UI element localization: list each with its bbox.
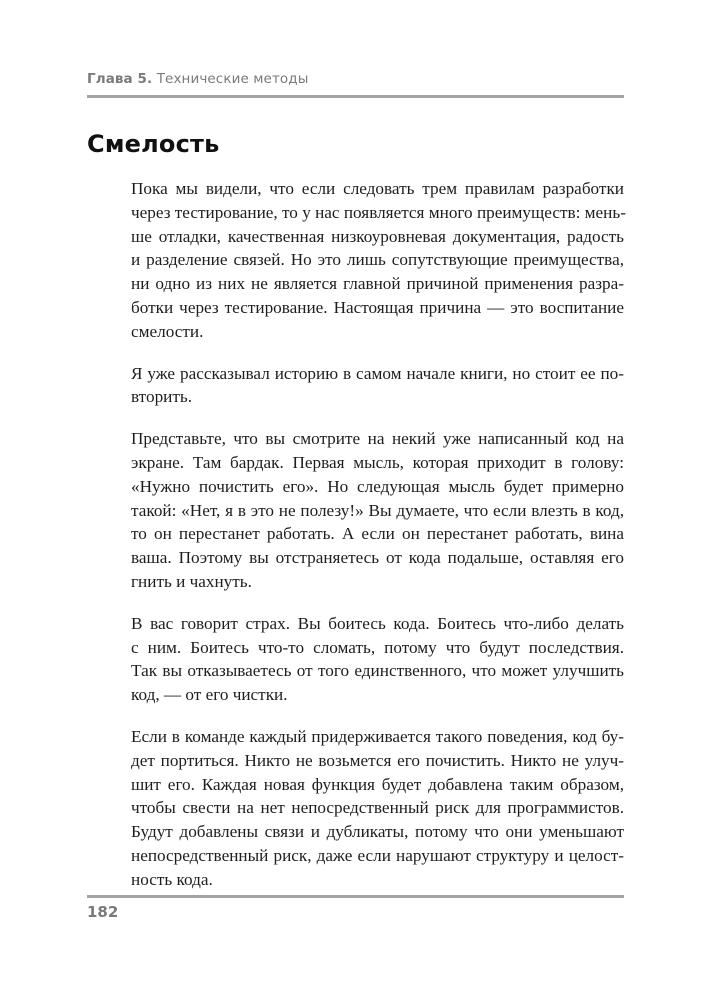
running-header [87, 71, 308, 87]
text-line: код, — от его чистки. [131, 685, 288, 705]
text-line: и разделение связей. Но это лишь сопутствующие преимущества, [131, 250, 624, 270]
chapter-title: Технические методы [156, 71, 309, 87]
paragraph [131, 177, 624, 344]
text-line: В вас говорит страх. Вы боитесь кода. Боитесь что-либо делать [131, 613, 624, 633]
text-line: гнить и чахнуть. [131, 571, 252, 591]
paragraph [131, 725, 624, 892]
text-line: смелости. [131, 321, 204, 341]
text-line: такой: «Нет, я в это не полезу!» Вы думаете, что если влезть в код, [131, 500, 624, 520]
text-line: ваша. Поэтому вы отстраняетесь от кода подальше, оставляя его [131, 548, 624, 568]
text-line: ботки через тестирование. Настоящая причина — это воспитание [131, 297, 624, 317]
footer-rule [87, 895, 624, 898]
text-line: чтобы свести на нет непосредственный риск для программистов. [131, 798, 624, 818]
text-line: через тестирование, то у нас появляется много преимуществ: мень- [131, 202, 626, 222]
text-line: вторить. [131, 387, 193, 407]
text-line: Я уже рассказывал историю в самом начале книги, но стоит ее по- [131, 363, 624, 383]
text-line: Так вы отказываетесь от того единственного, что может улучшить [131, 661, 624, 681]
text-line: с ним. Боитесь что-то сломать, потому что будут последствия. [131, 637, 624, 657]
text-line: шит его. Каждая новая функция будет добавлена таким образом, [131, 774, 624, 794]
page-number: 182 [87, 903, 119, 921]
text-line: Пока мы видели, что если следовать трем правилам разработки [131, 179, 624, 198]
text-line: непосредственный риск, даже если нарушают структуру и целост- [131, 845, 624, 865]
text-line: ность кода. [131, 869, 213, 889]
text-line: ни одно из них не является главной причиной применения разра- [131, 274, 624, 294]
text-line: экране. Там бардак. Первая мысль, которая приходит в голову: [131, 452, 624, 472]
paragraph [131, 427, 624, 594]
text-line: Будут добавлены связи и дубликаты, потому что они уменьшают [131, 822, 624, 842]
chapter-number: Глава 5. [87, 71, 153, 87]
body-text [131, 177, 624, 910]
section-title: Смелость [87, 130, 220, 158]
text-line: Если в команде каждый придерживается такого поведения, код бу- [131, 726, 624, 746]
text-line: ше отладки, качественная низкоуровневая документация, радость [131, 226, 624, 246]
paragraph [131, 362, 624, 410]
text-line: Представьте, что вы смотрите на некий уже написанный код на [131, 429, 624, 449]
text-line: дет портиться. Никто не возьмется его почистить. Никто не улуч- [131, 750, 624, 770]
paragraph [131, 612, 624, 707]
header-rule [87, 95, 624, 98]
text-line: «Нужно почистить его». Но следующая мысль будет примерно [131, 476, 624, 496]
text-line: то он перестанет работать. А если он перестанет работать, вина [131, 524, 624, 544]
